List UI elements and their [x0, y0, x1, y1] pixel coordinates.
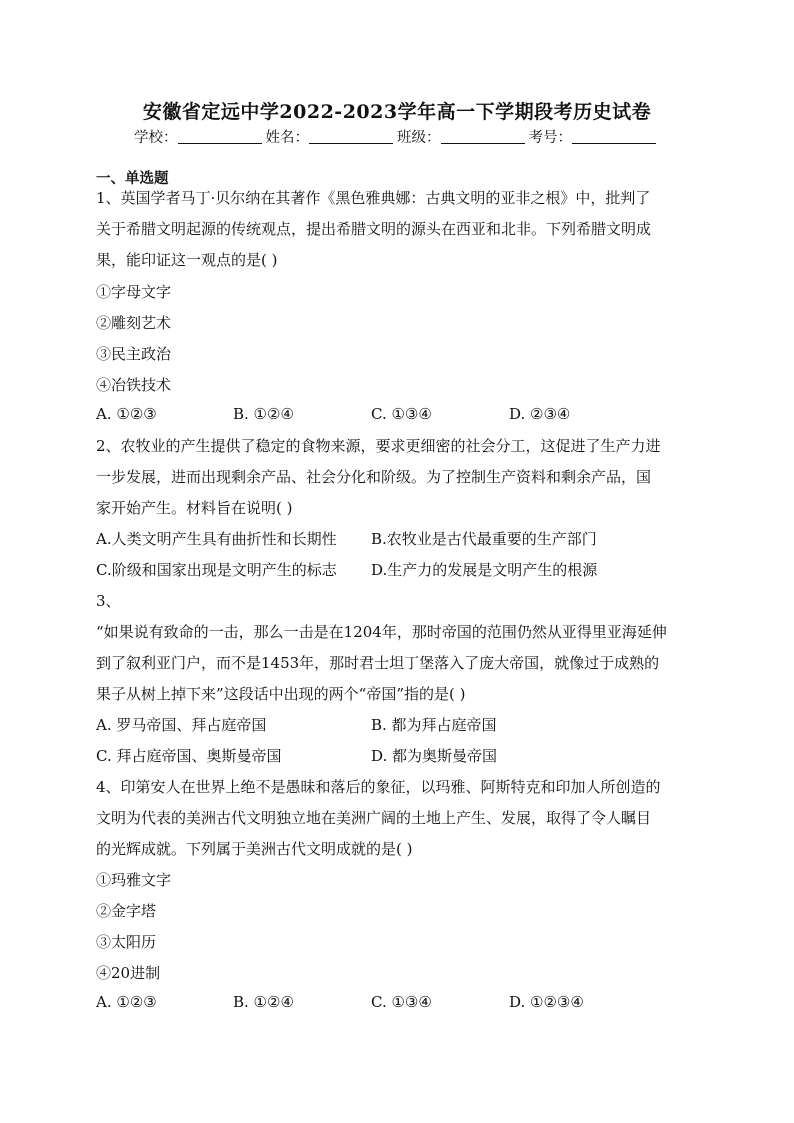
q1-item: ③民主政治 — [96, 345, 172, 363]
q3-option-d[interactable]: D. 都为奥斯曼帝国 — [371, 747, 498, 765]
q3-stem-line: “如果说有致命的一击，那么一击是在1204年，那时帝国的范围仍然从亚得里亚海延伸 — [96, 623, 667, 641]
q4-item: ②金字塔 — [96, 902, 157, 920]
school-blank[interactable] — [178, 129, 262, 144]
q1-option-a[interactable]: A. ①②③ — [96, 405, 157, 423]
q3-stem-line: 到了叙利亚门户，而不是1453年，那时君士坦丁堡落入了庞大帝国，就像过于成熟的 — [96, 654, 660, 672]
q1-item: ④冶铁技术 — [96, 376, 172, 394]
q1-stem-line: 1、英国学者马丁·贝尔纳在其著作《黑色雅典娜：古典文明的亚非之根》中，批判了 — [96, 189, 651, 207]
q2-option-d[interactable]: D.生产力的发展是文明产生的根源 — [371, 561, 598, 579]
q4-stem-line: 4、印第安人在世界上绝不是愚昧和落后的象征，以玛雅、阿斯特克和印加人所创造的 — [96, 778, 661, 796]
q4-option-a[interactable]: A. ①②③ — [96, 993, 157, 1011]
q1-option-d[interactable]: D. ②③④ — [509, 405, 571, 423]
q1-item: ②雕刻艺术 — [96, 314, 172, 332]
q2-option-c[interactable]: C.阶级和国家出现是文明产生的标志 — [96, 561, 337, 579]
q3-stem-line: 果子从树上掉下来”这段话中出现的两个“帝国”指的是( ) — [96, 685, 466, 703]
section-title: 一、单选题 — [96, 170, 169, 187]
class-blank[interactable] — [441, 129, 525, 144]
q4-stem-line: 文明为代表的美洲古代文明独立地在美洲广阔的土地上产生、发展，取得了令人瞩目 — [96, 809, 652, 827]
q3-option-b[interactable]: B. 都为拜占庭帝国 — [371, 716, 497, 734]
q1-item: ①字母文字 — [96, 283, 172, 301]
q2-stem-line: 一步发展，进而出现剩余产品、社会分化和阶级。为了控制生产资料和剩余产品，国 — [96, 468, 652, 486]
q4-stem-line: 的光辉成就。下列属于美洲古代文明成就的是( ) — [96, 840, 413, 858]
q4-option-d[interactable]: D. ①②③④ — [509, 993, 584, 1011]
q4-item: ③太阳历 — [96, 933, 157, 951]
name-label: 姓名： — [265, 130, 309, 146]
school-label: 学校： — [134, 130, 178, 146]
q1-stem-line: 关于希腊文明起源的传统观点，提出希腊文明的源头在西亚和北非。下列希腊文明成 — [96, 220, 652, 238]
number-blank[interactable] — [572, 129, 656, 144]
q2-option-b[interactable]: B.农牧业是古代最重要的生产部门 — [371, 530, 597, 548]
q1-option-b[interactable]: B. ①②④ — [233, 405, 294, 423]
q1-stem-line: 果，能印证这一观点的是( ) — [96, 251, 278, 269]
q3-option-a[interactable]: A. 罗马帝国、拜占庭帝国 — [96, 716, 267, 734]
q2-stem-line: 2、农牧业的产生提供了稳定的食物来源，要求更细密的社会分工，这促进了生产力进 — [96, 437, 661, 455]
exam-title: 安徽省定远中学2022-2023学年高一下学期段考历史试卷 — [142, 101, 652, 123]
class-label: 班级： — [397, 130, 441, 146]
q4-item: ①玛雅文字 — [96, 871, 172, 889]
q2-option-a[interactable]: A.人类文明产生具有曲折性和长期性 — [96, 530, 337, 548]
name-blank[interactable] — [309, 129, 393, 144]
q2-stem-line: 家开始产生。材料旨在说明( ) — [96, 499, 293, 517]
number-label: 考号： — [528, 130, 572, 146]
q4-option-c[interactable]: C. ①③④ — [371, 993, 432, 1011]
q4-option-b[interactable]: B. ①②④ — [233, 993, 294, 1011]
q4-item: ④20进制 — [96, 964, 161, 982]
q1-option-c[interactable]: C. ①③④ — [371, 405, 432, 423]
q3-option-c[interactable]: C. 拜占庭帝国、奥斯曼帝国 — [96, 747, 282, 765]
q3-number: 3、 — [96, 592, 121, 610]
student-info-line — [0, 126, 794, 147]
